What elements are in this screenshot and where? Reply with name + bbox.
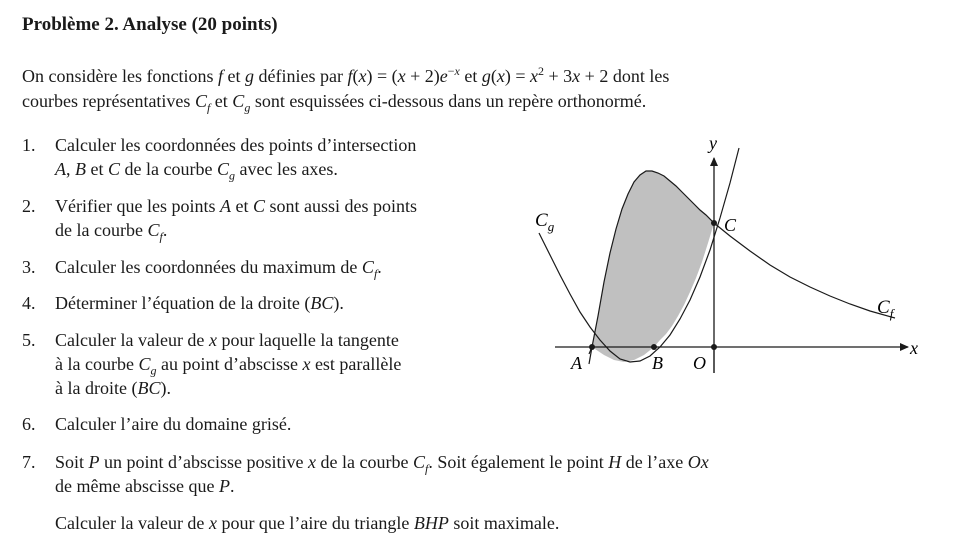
label-a: A: [571, 353, 582, 373]
question-number: 1.: [22, 135, 36, 155]
point-c: [711, 220, 717, 226]
question-text: Calculer l’aire du domaine grisé.: [55, 414, 292, 434]
question-number: 2.: [22, 196, 36, 216]
function-graph: [525, 128, 935, 388]
question-number: 5.: [22, 330, 36, 350]
point-b: [651, 344, 657, 350]
label-c: C: [724, 215, 737, 235]
question-text: Déterminer l’équation de la droite (BC).: [55, 293, 344, 313]
problem-title: Problème 2. Analyse (20 points): [22, 14, 278, 35]
label-o: O: [693, 353, 706, 373]
curve-f-label: $C_f$: [877, 297, 894, 321]
question-text: Calculer les coordonnées du maximum de $C_f$.: [55, 257, 382, 281]
y-axis-label: y: [709, 133, 717, 153]
question-text: Soit P un point d’abscisse positive x de la courbe $C_f$. Soit également le point H de l’axe Ox de même abscisse que P. Calculer la valeur de x pour que l’aire du triangle BHP soit maximale.: [55, 452, 709, 533]
question-number: 4.: [22, 293, 36, 313]
question-text: Vérifier que les points A et C sont aussi des points de la courbe $C_f$.: [55, 196, 417, 244]
point-o: [711, 344, 717, 350]
question-text: Calculer les coordonnées des points d’intersection A, B et C de la courbe $C_g$ avec les axes.: [55, 135, 417, 183]
point-a: [589, 344, 595, 350]
intro-line-2: courbes représentatives $C_f$ et $C_g$ sont esquissées ci-dessous dans un repère orthonormé.: [22, 91, 647, 115]
curve-g-label: $C_g$: [535, 210, 555, 234]
intro-line-1: On considère les fonctions f et g définies par $f(x) = (x + 2)e^{-x}$ et $g(x) = x^2 + 3x + 2$ dont les: [22, 64, 670, 86]
question-number: 7.: [22, 452, 36, 472]
question-number: 6.: [22, 414, 36, 434]
label-b: B: [652, 353, 663, 373]
problem-intro: [22, 64, 942, 114]
question-number: 3.: [22, 257, 36, 277]
x-axis-label: x: [910, 338, 918, 358]
shaded-region: [592, 171, 714, 362]
question-text: Calculer la valeur de x pour laquelle la tangente à la courbe $C_g$ au point d’abscisse x est parallèle à la droite (BC).: [55, 330, 402, 398]
